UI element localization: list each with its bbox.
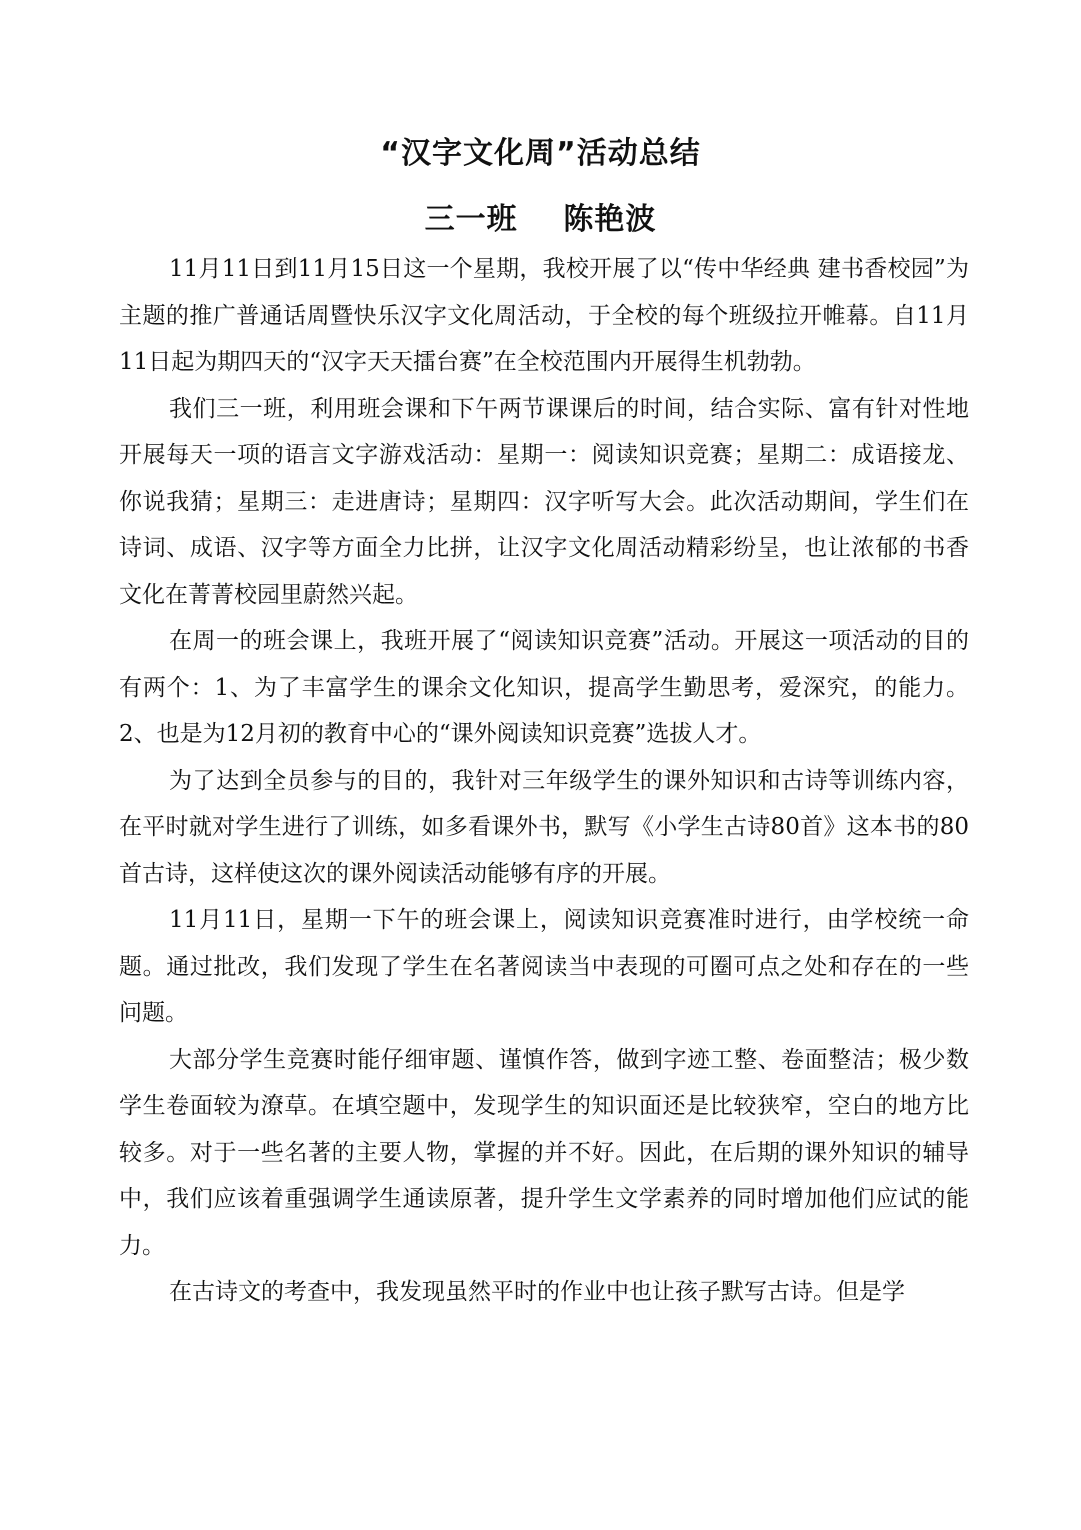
- paragraph-3: 在周一的班会课上，我班开展了“阅读知识竞赛”活动。开展这一项活动的目的有两个：1、为了丰富学生的课余文化知识，提高学生勤思考，爱深究，的能力。2、也是为12月初的教育中心的“课外阅读知识竞赛”选拔人才。: [119, 628, 969, 747]
- paragraph-5: 11月11日，星期一下午的班会课上，阅读知识竞赛准时进行，由学校统一命题。通过批改，我们发现了学生在名著阅读当中表现的可圈可点之处和存在的一些问题。: [119, 907, 969, 1026]
- paragraph-4: 为了达到全员参与的目的，我针对三年级学生的课外知识和古诗等训练内容，在平时就对学生进行了训练，如多看课外书，默写《小学生古诗80首》这本书的80首古诗，这样使这次的课外阅读活动能够有序的开展。: [119, 767, 969, 887]
- document-body: [119, 246, 969, 1316]
- paragraph-7: 在古诗文的考查中，我发现虽然平时的作业中也让孩子默写古诗。但是学: [169, 1279, 905, 1305]
- paragraph-1: 11月11日到11月15日这一个星期，我校开展了以“传中华经典 建书香校园”为主题的推广普通话周暨快乐汉字文化周活动，于全校的每个班级拉开帷幕。自11月11日起为期四天的“汉字天天擂台赛”在全校范围内开展得生机勃勃。: [119, 256, 969, 375]
- paragraph-2: 我们三一班，利用班会课和下午两节课课后的时间，结合实际、富有针对性地开展每天一项的语言文字游戏活动：星期一：阅读知识竞赛；星期二：成语接龙、你说我猜；星期三：走进唐诗；星期四：汉字听写大会。此次活动期间，学生们在诗词、成语、汉字等方面全力比拼，让汉字文化周活动精彩纷呈，也让浓郁的书香文化在菁菁校园里蔚然兴起。: [119, 395, 969, 608]
- paragraph-6: 大部分学生竞赛时能仔细审题、谨慎作答，做到字迹工整、卷面整洁；极少数学生卷面较为潦草。在填空题中，发现学生的知识面还是比较狭窄，空白的地方比较多。对于一些名著的主要人物，掌握的并不好。因此，在后期的课外知识的辅导中，我们应该着重强调学生通读原著，提升学生文学素养的同时增加他们应试的能力。: [119, 1046, 969, 1259]
- document-title: “汉字文化周”活动总结: [380, 136, 701, 171]
- author-line: 三一班 陈艳波: [424, 202, 657, 237]
